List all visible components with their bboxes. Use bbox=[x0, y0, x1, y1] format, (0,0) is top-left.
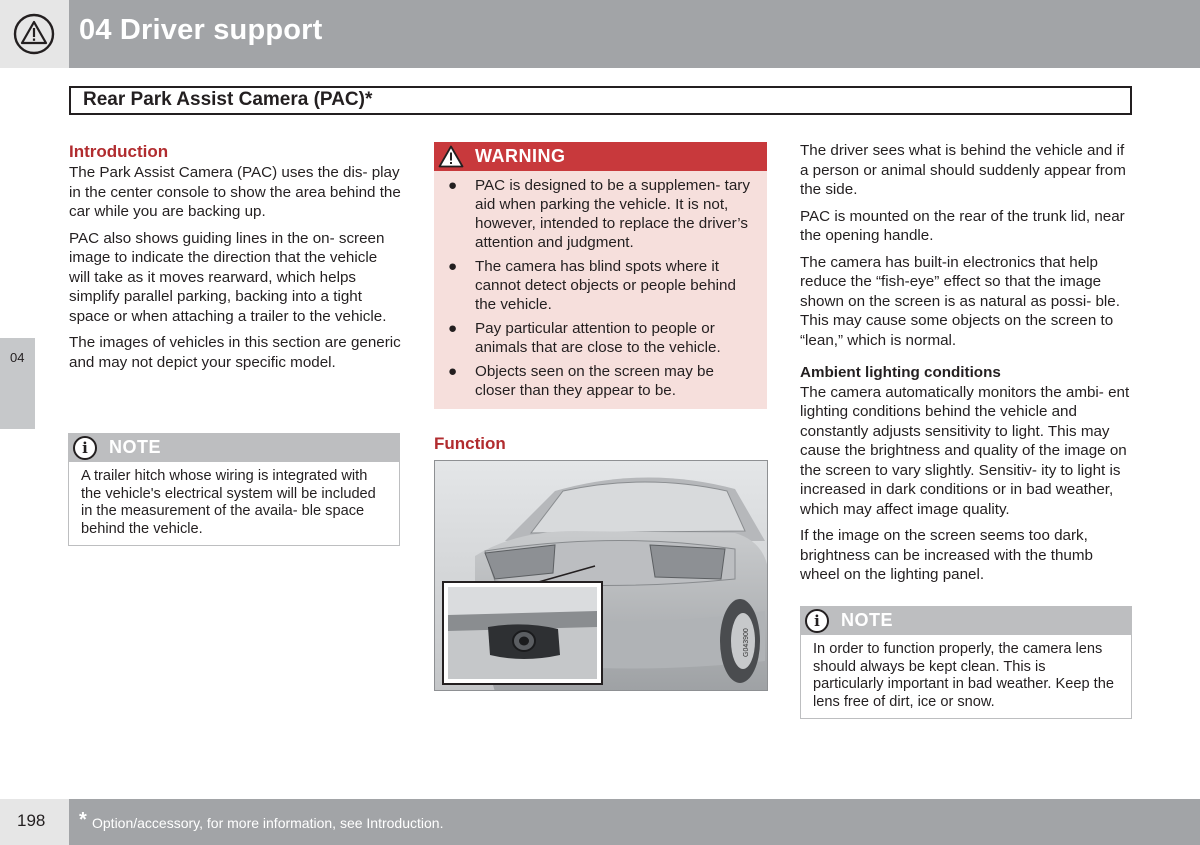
ambient-lighting-heading: Ambient lighting conditions bbox=[800, 364, 1001, 381]
paragraph: The images of vehicles in this section are generic and may not depict your specific model. bbox=[69, 334, 401, 371]
paragraph: PAC also shows guiding lines in the on- screen image to indicate the direction that the vehicle will take as it moves rearward, which helps simplify parallel parking, backing into a tight space or when attaching a trailer to the vehicle. bbox=[69, 229, 387, 325]
warning-label: WARNING bbox=[475, 146, 566, 166]
list-item-text: The camera has blind spots where it cannot detect objects or people behind the vehicle. bbox=[475, 258, 736, 313]
warning-triangle-icon bbox=[13, 13, 55, 55]
section-title-box bbox=[69, 86, 1132, 115]
paragraph: The driver sees what is behind the vehicle and if a person or animal should suddenly appear from the side. bbox=[800, 142, 1126, 198]
introduction-heading: Introduction bbox=[69, 142, 169, 161]
note-header bbox=[69, 434, 399, 462]
image-code: G043900 bbox=[743, 628, 750, 657]
bullet-icon: ● bbox=[448, 320, 458, 337]
function-heading: Function bbox=[434, 434, 506, 453]
paragraph: The Park Assist Camera (PAC) uses the dis- play in the center console to show the area behind the car while you are backing up. bbox=[69, 164, 401, 220]
list-item-text: PAC is designed to be a supplemen- tary aid when parking the vehicle. It is not, however, intended to replace the driver’s attention and judgment. bbox=[475, 177, 750, 251]
footer-page-area bbox=[0, 799, 69, 845]
column-right bbox=[800, 141, 1135, 592]
info-icon: i bbox=[73, 436, 97, 460]
warning-box bbox=[434, 142, 767, 409]
page-number: 198 bbox=[17, 811, 46, 830]
bullet-icon: ● bbox=[448, 363, 458, 380]
list-item bbox=[434, 319, 755, 357]
paragraph: The camera has built-in electronics that help reduce the “fish-eye” effect so that the image shown on the screen is as natural as possi- ble. This may cause some objects on the screen to “lean,” which is normal. bbox=[800, 253, 1120, 349]
header-icon-area bbox=[0, 0, 69, 68]
footer-bar bbox=[69, 799, 1200, 845]
note-box-lens bbox=[800, 606, 1132, 719]
list-item bbox=[434, 176, 755, 252]
note-label: NOTE bbox=[109, 437, 162, 457]
note-header bbox=[801, 607, 1131, 635]
list-item bbox=[434, 257, 755, 314]
column-left bbox=[69, 141, 402, 379]
list-item bbox=[434, 362, 755, 400]
camera-closeup-illustration bbox=[448, 587, 597, 679]
paragraph: PAC is mounted on the rear of the trunk lid, near the opening handle. bbox=[800, 207, 1125, 244]
camera-closeup-inset bbox=[442, 581, 603, 685]
note-text: A trailer hitch whose wiring is integrated with the vehicle's electrical system will be included in the measurement of the availa- ble space behind the vehicle. bbox=[81, 468, 376, 537]
note-text: In order to function properly, the camera lens should always be kept clean. This is particularly important in bad weather. Keep the lens free of dirt, ice or snow. bbox=[813, 641, 1114, 710]
car-rear-camera-illustration bbox=[434, 460, 768, 691]
list-item-text: Pay particular attention to people or animals that are close to the vehicle. bbox=[475, 320, 721, 356]
note-box-trailer bbox=[68, 433, 400, 546]
bullet-icon: ● bbox=[448, 258, 458, 275]
info-icon: i bbox=[805, 609, 829, 633]
chapter-side-tab bbox=[0, 338, 35, 429]
bullet-icon: ● bbox=[448, 177, 458, 194]
note-label: NOTE bbox=[841, 610, 894, 630]
section-title: Rear Park Assist Camera (PAC)* bbox=[83, 89, 373, 110]
warning-list bbox=[434, 171, 767, 400]
footer-text: Option/accessory, for more information, see Introduction. bbox=[92, 815, 444, 831]
chapter-side-tab-label: 04 bbox=[10, 350, 25, 365]
paragraph: The camera automatically monitors the ambi- ent lighting conditions behind the vehicle and constantly adjusts sensitivity to light. This may cause the brightness and quality of the image on the screen to vary slightly. Sensitiv- ity to light is increased in dark conditions or in bad weather, which may affect image quality. bbox=[800, 383, 1130, 518]
list-item-text: Objects seen on the screen may be closer than they appear to be. bbox=[475, 363, 714, 399]
paragraph: If the image on the screen seems too dark, brightness can be increased with the thumb wheel on the lighting panel. bbox=[800, 527, 1093, 583]
warning-triangle-icon bbox=[438, 145, 464, 168]
warning-header bbox=[434, 142, 767, 171]
chapter-title: 04 Driver support bbox=[79, 14, 323, 46]
asterisk-marker: * bbox=[79, 809, 87, 831]
